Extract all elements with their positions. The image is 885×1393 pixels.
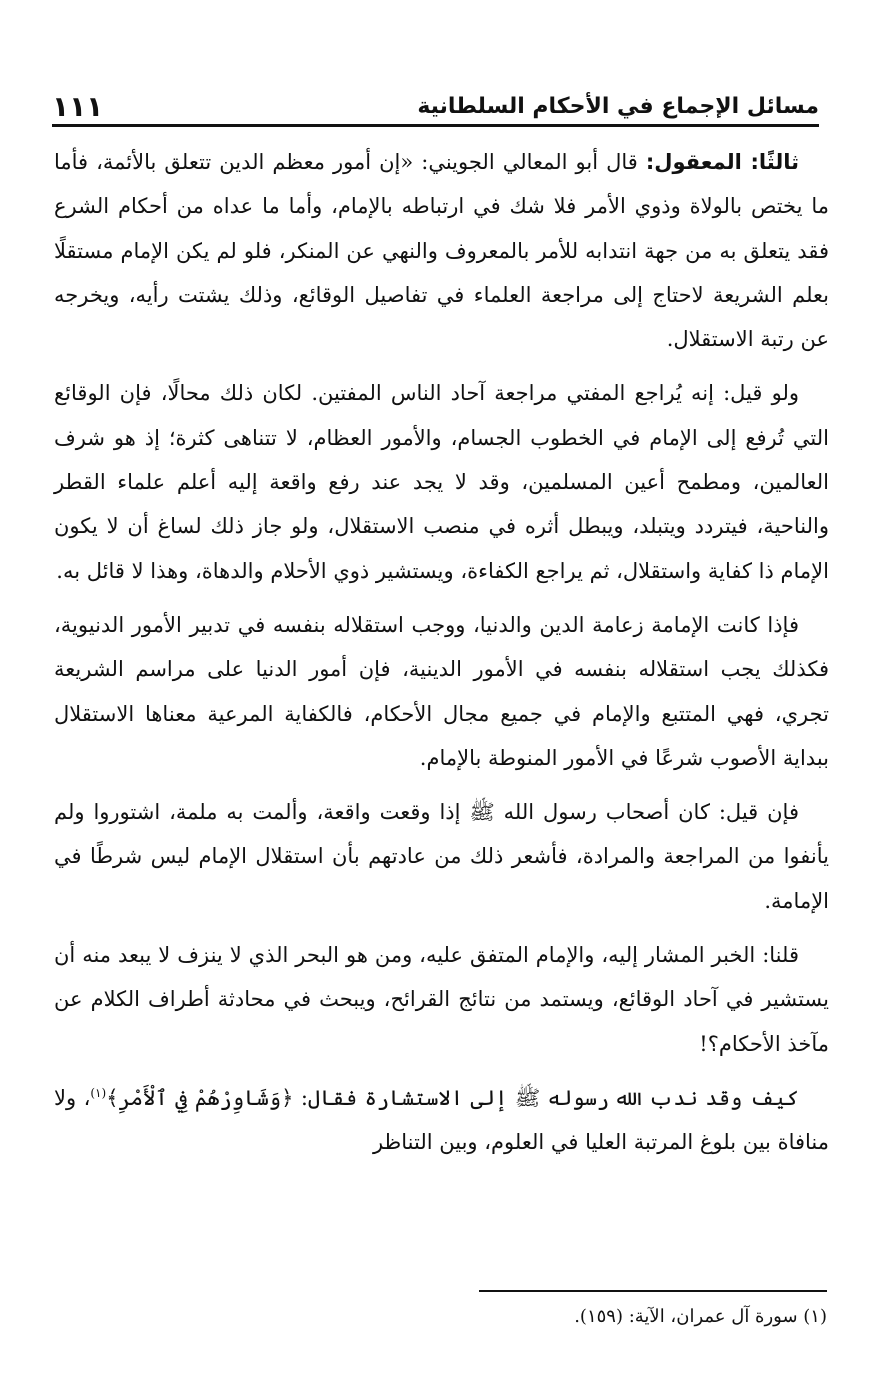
paragraph-4: فإن قيل: كان أصحاب رسول الله ﷺ إذا وقعت واقعة، وألمت به ملمة، اشتوروا ولم يأنفوا من المراجعة والمرادة، فأشعر ذلك من عادتهم بأن استقلال الإمام ليس شرطًا في الإمامة. [54, 800, 829, 913]
paragraph-1 [54, 140, 829, 361]
paragraph-6-end: ، ولا منافاة بين بلوغ المرتبة العليا في العلوم، وبين التناظر [54, 1085, 829, 1155]
page-number: ١١١ [52, 90, 104, 123]
paragraph-1-text: قال أبو المعالي الجويني: «إن أمور معظم الدين تتعلق بالأئمة، فأما ما يختص بالولاة وذوي الأمر فلا شك في ارتباطه بالإمام، وأما ما عداه من أحكام الشرع فقد يتعلق به من جهة انتدابه للأمر بالمعروف والنهي عن المنكر، فلو لم يكن الإمام مستقلًا بعلم الشريعة لاحتاج إلى مراجعة العلماء في تفاصيل الوقائع، وذلك يشتت رأيه، ويخرجه عن رتبة الاستقلال. [54, 150, 829, 352]
paragraph-3: فإذا كانت الإمامة زعامة الدين والدنيا، ووجب استقلاله بنفسه في تدبير الأمور الدنيوية، فكذلك يجب استقلاله بنفسه في الأمور الدينية، فإن أمور الدنيا على مراسم الشريعة تجري، فهي المتتبع والإمام في جميع مجال الأحكام، فالكفاية المرعية معناها الاستقلال ببداية الأصوب شرعًا في الأمور المنوطة بالإمام. [54, 612, 829, 770]
header-rule [52, 124, 819, 127]
section-lead: ثالثًا: المعقول: [645, 150, 799, 174]
main-text [54, 140, 829, 1175]
page-header [52, 78, 819, 122]
paragraph-2: ولو قيل: إنه يُراجع المفتي مراجعة آحاد الناس المفتين. لكان ذلك محالًا، فإن الوقائع التي تُرفع إلى الإمام في الخطوب الجسام، والأمور العظام، لا تتناهى كثرة؛ إذ هو شرف العالمين، ومطمح أعين المسلمين، وقد لا يجد عند رفع واقعة إليه أعلم علماء القطر والناحية، فيتردد ويتبلد، ويبطل أثره في منصب الاستقلال، ولو جاز ذلك لساغ أن لا يكون الإمام ذا كفاية واستقلال، ثم يراجع الكفاءة، ويستشير ذوي الأحلام والدهاة، وهذا لا قائل به. [54, 381, 829, 583]
footnote-separator [479, 1290, 827, 1292]
footnote-marker: (١) [90, 1085, 107, 1100]
paragraph-6-start: كيف وقد ندب الله رسوله ﷺ إلى الاستشارة فقال: ﴿وَشَاوِرْهُمْ فِي ٱلْأَمْرِ﴾ [106, 1085, 799, 1110]
paragraph-6 [54, 1076, 829, 1165]
running-title: مسائل الإجماع في الأحكام السلطانية [417, 94, 819, 119]
footnote: (١) سورة آل عمران، الآية: (١٥٩). [574, 1306, 827, 1327]
paragraph-5: قلنا: الخبر المشار إليه، والإمام المتفق عليه، ومن هو البحر الذي لا ينزف لا يبعد منه أن يستشير في آحاد الوقائع، ويستمد من نتائج القرائح، ويبحث في محادثة أطراف الكلام عن مآخذ الأحكام؟! [54, 943, 829, 1056]
